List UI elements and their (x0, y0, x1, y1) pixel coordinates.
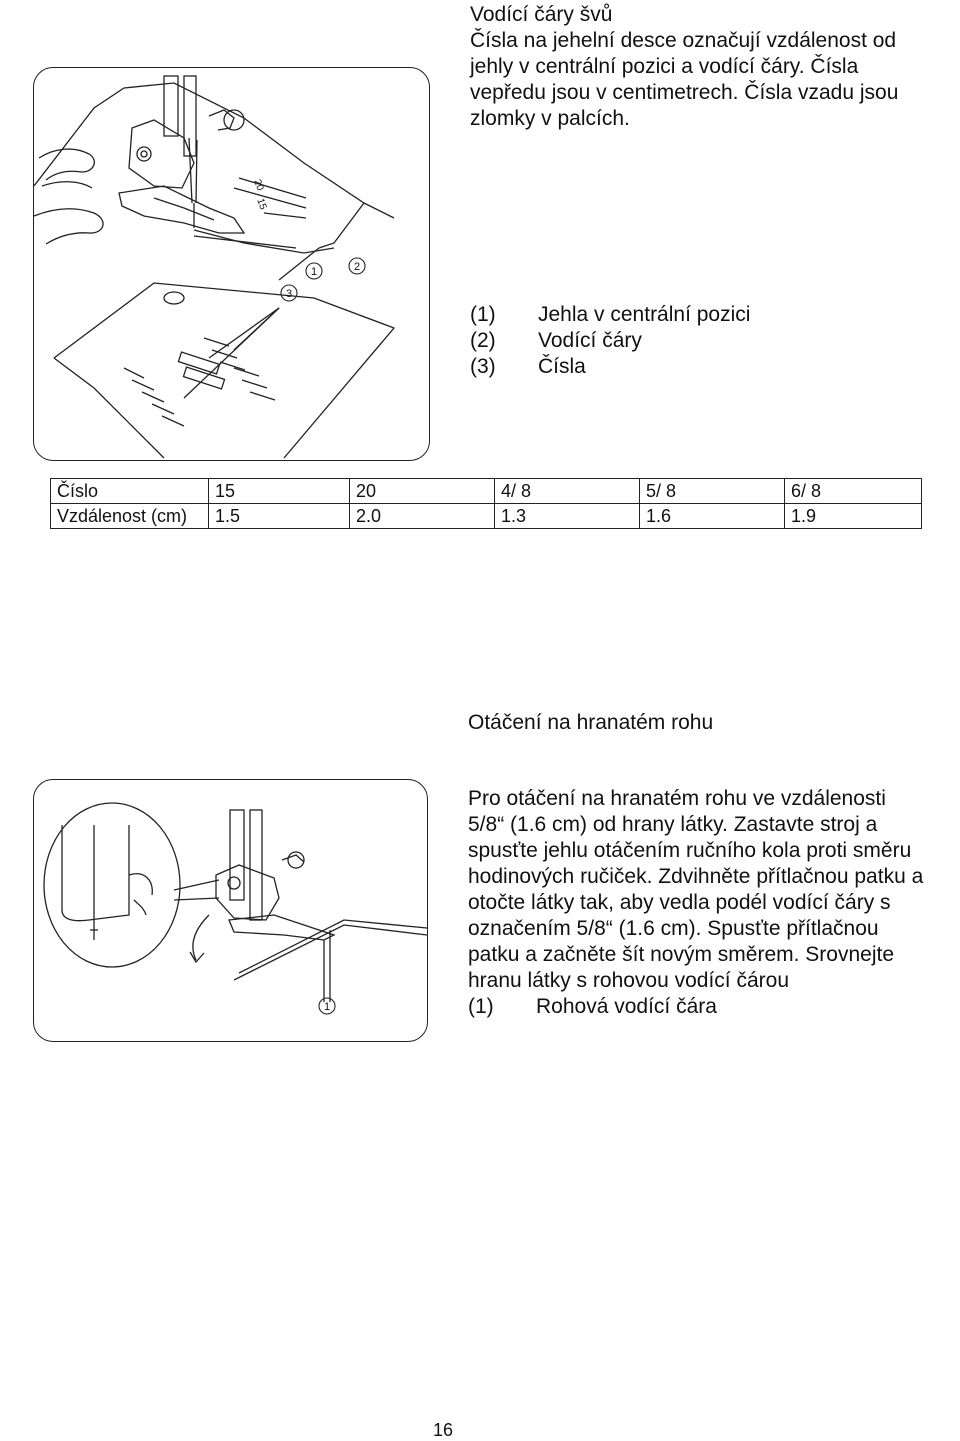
callout-2: 2 (353, 261, 361, 273)
callout-1: 1 (310, 266, 318, 278)
section2-line: otočte látky tak, aby vedla podél vodící čáry s (468, 891, 891, 914)
legend-num: (1) (470, 303, 496, 326)
table-row (51, 479, 922, 504)
section1-line: vepředu jsou v centimetrech. Čísla vzadu jsou (470, 81, 899, 104)
needle-plate-illustration (34, 68, 429, 460)
legend-label: Čísla (538, 355, 586, 378)
legend-item (470, 354, 750, 380)
legend-item (470, 328, 750, 354)
section1-text (470, 2, 898, 132)
corner-illustration (34, 780, 427, 1041)
section2-line: 5/8“ (1.6 cm) od hrany látky. Zastavte stroj a (468, 813, 878, 836)
legend-item (470, 302, 750, 328)
table-cell: 1.5 (209, 504, 350, 529)
distance-table (50, 478, 922, 529)
section2-line: patku a začněte šít novým směrem. Srovnejte (468, 943, 895, 966)
section1-legend (470, 302, 750, 380)
section2-text (468, 786, 923, 1020)
needle-plate-figure (33, 67, 430, 461)
table-cell: 2.0 (350, 504, 495, 529)
legend-num: (3) (470, 355, 496, 378)
table-cell: 6/ 8 (785, 479, 922, 504)
section1-line: zlomky v palcích. (470, 107, 630, 130)
section2-line: označením 5/8“ (1.6 cm). Spusťte přítlačnou (468, 917, 879, 940)
section1-line: Čísla na jehelní desce označují vzdálenost od (470, 29, 897, 52)
section2-line: hodinových ručiček. Zdvihněte přítlačnou patku a (468, 865, 924, 888)
callout-3: 3 (285, 288, 293, 300)
section2-line: hranu látky s rohovou vodící čárou (468, 969, 790, 992)
table-cell: 1.6 (640, 504, 785, 529)
page-number: 16 (433, 1420, 454, 1440)
corner-figure (33, 779, 428, 1042)
callout-1: 1 (323, 1001, 331, 1013)
legend-label: Vodící čáry (538, 329, 642, 352)
table-cell: 15 (209, 479, 350, 504)
section2-legend (468, 994, 923, 1020)
table-cell: 5/ 8 (640, 479, 785, 504)
table-cell: 1.9 (785, 504, 922, 529)
legend-label: Rohová vodící čára (536, 995, 717, 1018)
table-cell: Vzdálenost (cm) (51, 504, 209, 529)
section2-line: spusťte jehlu otáčením ručního kola proti směru (468, 839, 912, 862)
section2-line: Pro otáčení na hranatém rohu ve vzdálenosti (468, 787, 886, 810)
table-cell: 20 (350, 479, 495, 504)
legend-num: (2) (470, 329, 496, 352)
section1-title: Vodící čáry švů (470, 3, 613, 26)
legend-label: Jehla v centrální pozici (538, 303, 751, 326)
table-cell: Číslo (51, 479, 209, 504)
section2-title: Otáčení na hranatém rohu (468, 711, 714, 734)
table-row (51, 504, 922, 529)
legend-num: (1) (468, 995, 494, 1018)
table-cell: 1.3 (495, 504, 640, 529)
plate-scale-20: 20 (251, 178, 266, 193)
plate-scale-15: 15 (254, 197, 269, 212)
table-cell: 4/ 8 (495, 479, 640, 504)
section1-line: jehly v centrální pozici a vodící čáry. Čísla (470, 55, 859, 78)
